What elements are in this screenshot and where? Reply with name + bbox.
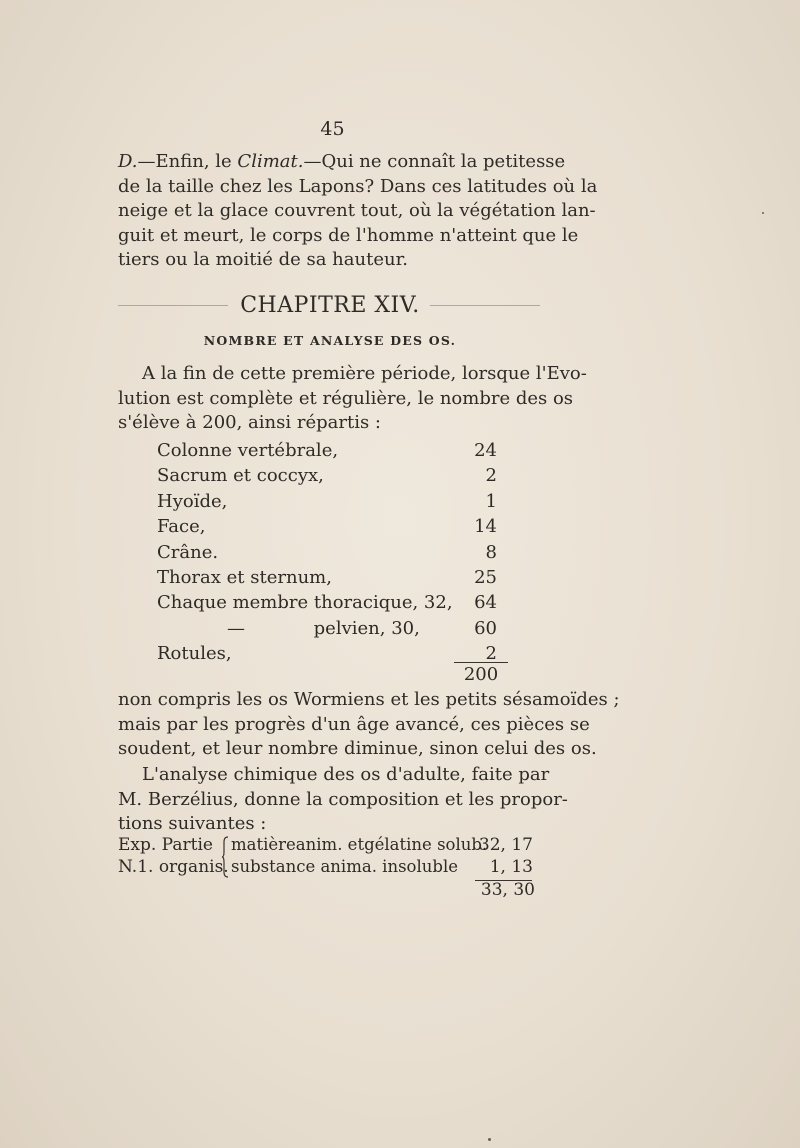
bone-name: Face, <box>157 516 206 538</box>
bone-name: Rotules, <box>157 643 232 665</box>
bone-row <box>157 567 517 592</box>
text-line: s'élève à 200, ainsi répartis : <box>118 412 381 433</box>
text-line: tions suivantes : <box>118 813 267 834</box>
bone-count: 1 <box>485 490 497 512</box>
text-span: —Qui ne connaît la petitesse <box>303 151 566 172</box>
bone-count: 64 <box>474 592 497 614</box>
text-line: de la taille chez les Lapons? Dans ces latitudes où la <box>118 175 598 197</box>
paragraph-bone-count <box>118 362 587 436</box>
text-line: soudent, et leur nombre diminue, sinon celui des os. <box>118 738 597 759</box>
brace-icon <box>222 836 230 878</box>
bone-row <box>157 592 517 617</box>
composition-component: substance anima. insoluble <box>231 857 458 876</box>
bone-name: Crâne. <box>157 541 219 563</box>
composition-row <box>118 856 543 878</box>
text-line: neige et la glace couvrent tout, où la végétation lan- <box>118 200 596 221</box>
sum-rule <box>454 662 508 663</box>
paragraph-fusion <box>118 688 620 762</box>
bone-count: 2 <box>485 643 497 665</box>
composition-total: 33, 30 <box>480 880 535 900</box>
text-line: mais par les progrès d'un âge avancé, ces pièces se <box>118 713 590 735</box>
italic-term: Climat. <box>237 151 304 172</box>
composition-table <box>118 834 543 878</box>
composition-label: Exp. Partie <box>118 835 213 855</box>
paper-speck <box>488 1138 491 1141</box>
bone-count: 25 <box>474 566 497 588</box>
bone-name: Hyoïde, <box>157 490 228 512</box>
composition-value: 32, 17 <box>478 835 533 855</box>
text-line: A la fin de cette première période, lorsque l'Evo- <box>142 363 587 384</box>
bone-row <box>157 542 517 567</box>
bone-name: Sacrum et coccyx, <box>157 465 324 487</box>
text-span: —Enfin, le <box>137 151 238 172</box>
bone-row <box>157 618 517 643</box>
paragraph-analysis <box>118 763 568 837</box>
bone-count: 60 <box>474 617 497 639</box>
text-line: M. Berzélius, donne la composition et les propor- <box>118 788 568 810</box>
composition-value: 1, 13 <box>489 857 533 877</box>
bone-row <box>157 491 517 516</box>
text-line <box>118 150 566 175</box>
bone-name: Chaque membre thoracique, 32, <box>157 592 453 614</box>
bone-count: 8 <box>485 541 497 563</box>
bone-name: Colonne vertébrale, <box>157 440 339 461</box>
bone-row <box>157 440 517 465</box>
text-line: non compris les os Wormiens et les petits sésamoïdes ; <box>118 689 620 710</box>
chapter-title: CHAPITRE XIV. <box>240 293 420 318</box>
bone-row <box>157 465 517 490</box>
text-line: guit et meurt, le corps de l'homme n'atteint que le <box>118 224 579 246</box>
composition-component: matièreanim. etgélatine solub. <box>231 835 488 854</box>
bone-count: 2 <box>485 465 497 487</box>
text-line: tiers ou la moitié de sa hauteur. <box>118 249 408 270</box>
speaker-letter: D. <box>118 151 138 172</box>
bone-table <box>157 440 517 669</box>
page-number: 45 <box>320 118 345 140</box>
bone-name: Thorax et sternum, <box>157 566 332 588</box>
bone-count: 14 <box>474 516 497 538</box>
bone-count: 24 <box>474 440 497 461</box>
composition-row <box>118 834 543 856</box>
text-line: lution est complète et régulière, le nombre des os <box>118 387 574 409</box>
paper-speck <box>762 212 764 214</box>
chapter-subtitle: NOMBRE ET ANALYSE DES OS. <box>203 333 457 348</box>
text-line: L'analyse chimique des os d'adulte, faite par <box>142 764 550 785</box>
bone-name: — pelvien, 30, <box>227 617 420 639</box>
composition-label: N.1. organis. <box>118 857 229 877</box>
paragraph-climate <box>118 150 598 273</box>
bone-total: 200 <box>463 664 499 685</box>
bone-row <box>157 516 517 541</box>
